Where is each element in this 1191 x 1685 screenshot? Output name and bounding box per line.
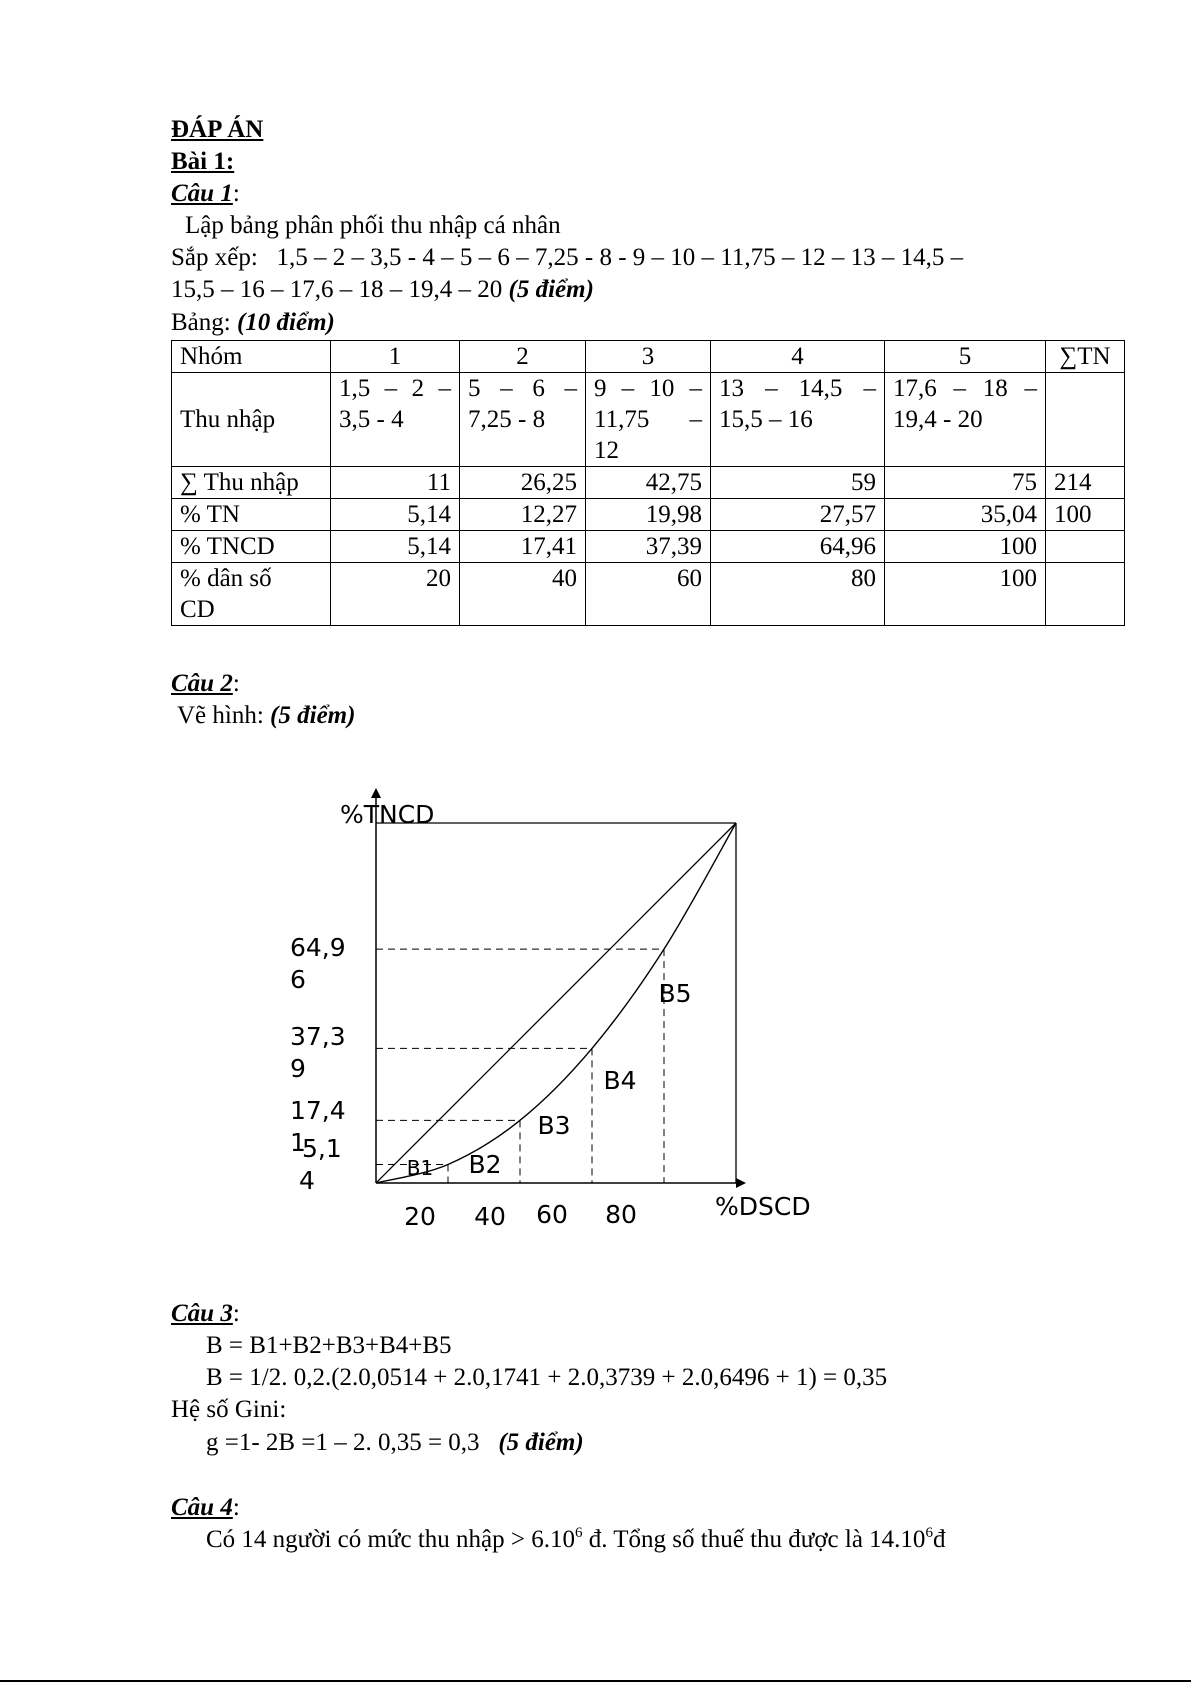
area-label-b4: B4 [603, 1066, 637, 1095]
income-line: 19,4 - 20 [893, 406, 983, 433]
income-line: 5 – 6 – [468, 375, 577, 402]
header-cell: 5 [885, 341, 1046, 373]
y-tick-label: 9 [290, 1054, 306, 1083]
cau4-colon: : [232, 1494, 240, 1521]
row-label [172, 563, 331, 626]
cau4-sup2: 6 [925, 1525, 933, 1541]
income-line: 1,5 – 2 – [339, 375, 451, 402]
table-row-income [172, 373, 1125, 467]
header-cell: 1 [331, 341, 460, 373]
row-label: ∑ Thu nhập [172, 467, 331, 499]
table-row-pct-cumulative [172, 531, 1125, 563]
area-label-b5: B5 [658, 979, 692, 1008]
value-cell: 75 [885, 467, 1046, 499]
row-label: % TNCD [172, 531, 331, 563]
sort-points: (5 điểm) [508, 276, 594, 303]
value-cell: 40 [460, 563, 586, 626]
value-cell: 100 [885, 563, 1046, 626]
header-cell: Nhóm [172, 341, 331, 373]
heading: ĐÁP ÁN [171, 116, 264, 143]
cau1-label: Câu 1 [171, 180, 233, 207]
gini-label: Hệ số Gini: [171, 1396, 287, 1423]
value-cell: 5,14 [331, 531, 460, 563]
row-label-line: CD [180, 596, 215, 623]
value-cell: 26,25 [460, 467, 586, 499]
x-axis-label: %DSCD [715, 1192, 811, 1221]
income-line: 7,25 - 8 [468, 406, 546, 433]
y-tick-label: 17,4 [290, 1096, 346, 1125]
income-cell-4 [711, 373, 885, 467]
table-row-pct-population [172, 563, 1125, 626]
x-tick-label: 80 [605, 1200, 637, 1228]
y-tick-label: 6 [290, 965, 306, 994]
total-cell: 100 [1046, 499, 1125, 531]
value-cell: 17,41 [460, 531, 586, 563]
value-cell: 19,98 [586, 499, 711, 531]
header-cell: 4 [711, 341, 885, 373]
x-tick-label: 40 [474, 1202, 506, 1228]
income-line: 15,5 – 16 [719, 406, 813, 433]
equation-3-text: g =1- 2B =1 – 2. 0,35 = 0,3 [206, 1429, 499, 1456]
cau2-label: Câu 2 [171, 670, 233, 697]
value-cell: 64,96 [711, 531, 885, 563]
cau4-label: Câu 4 [171, 1494, 233, 1521]
cau4-part2: đ. Tổng số thuế thu được là 14.10 [582, 1526, 926, 1553]
table-row-pct-income [172, 499, 1125, 531]
cau1-title [171, 179, 240, 209]
equation-1: B = B1+B2+B3+B4+B5 [206, 1332, 452, 1359]
x-tick-label: 20 [404, 1202, 436, 1228]
income-cell-5 [885, 373, 1046, 467]
equation-3 [206, 1428, 584, 1458]
area-label-b3: B3 [537, 1111, 571, 1140]
value-cell: 35,04 [885, 499, 1046, 531]
value-cell: 60 [586, 563, 711, 626]
y-tick-label: 37,3 [290, 1022, 346, 1051]
row-label: Thu nhập [172, 373, 331, 467]
draw-label: Vẽ hình: [177, 702, 271, 729]
y-tick-label: 64,9 [290, 933, 346, 962]
header-cell: 3 [586, 341, 711, 373]
sort-line-1: Sắp xếp: 1,5 – 2 – 3,5 - 4 – 5 – 6 – 7,25 - 8 - 9 – 10 – 11,75 – 12 – 13 – 14,5 – [171, 244, 964, 271]
cau3-label: Câu 3 [171, 1300, 233, 1327]
cau4-part1: Có 14 người có mức thu nhập > 6.10 [206, 1526, 575, 1553]
income-cell-3 [586, 373, 711, 467]
distribution-table [171, 340, 1125, 626]
total-cell: 214 [1046, 467, 1125, 499]
value-cell: 100 [885, 531, 1046, 563]
cau4-sup1: 6 [574, 1525, 583, 1541]
value-cell: 5,14 [331, 499, 460, 531]
row-label: % TN [172, 499, 331, 531]
area-label-b2: B2 [468, 1150, 502, 1179]
table-caption [171, 308, 335, 338]
value-cell: 80 [711, 563, 885, 626]
y-tick-label: 4 [299, 1166, 315, 1195]
income-cell-2 [460, 373, 586, 467]
value-cell: 12,27 [460, 499, 586, 531]
value-cell: 11 [331, 467, 460, 499]
table-row-sum-income [172, 467, 1125, 499]
income-line: 13 – 14,5 – [719, 375, 876, 402]
cau3-title [171, 1299, 240, 1329]
income-line: 11,75 – [594, 406, 702, 433]
value-cell: 59 [711, 467, 885, 499]
income-line: 17,6 – 18 – [893, 375, 1037, 402]
cau2-colon: : [232, 670, 240, 697]
cau4-title [171, 1493, 240, 1523]
value-cell: 42,75 [586, 467, 711, 499]
value-cell: 37,39 [586, 531, 711, 563]
draw-points: (5 điểm) [270, 702, 356, 729]
cau4-part3: đ [932, 1526, 946, 1553]
y-tick-label: 1 [290, 1128, 306, 1157]
income-line: 3,5 - 4 [339, 406, 404, 433]
y-tick-label: 5,1 [302, 1134, 342, 1163]
bai1-title: Bài 1: [171, 148, 235, 175]
area-label-b1: B1 [406, 1156, 434, 1180]
table-label: Bảng: [171, 309, 237, 336]
equation-3-points: (5 điểm) [498, 1429, 584, 1456]
row-label-line: % dân số [180, 565, 272, 592]
table-header-row [172, 341, 1125, 373]
cau2-title [171, 669, 240, 699]
income-cell-1 [331, 373, 460, 467]
cau4-text [206, 1525, 945, 1555]
lorenz-chart [290, 788, 850, 1228]
total-cell [1046, 563, 1125, 626]
value-cell: 20 [331, 563, 460, 626]
draw-caption [177, 701, 355, 731]
x-tick-label: 60 [536, 1200, 568, 1228]
total-cell [1046, 531, 1125, 563]
income-line: 12 [594, 437, 619, 464]
value-cell: 27,57 [711, 499, 885, 531]
sort-line-2-text: 15,5 – 16 – 17,6 – 18 – 19,4 – 20 [171, 276, 509, 303]
intro-text: Lập bảng phân phối thu nhập cá nhân [185, 212, 561, 239]
sort-line-2 [171, 275, 594, 305]
header-cell: ∑TN [1046, 341, 1125, 373]
equation-2: B = 1/2. 0,2.(2.0,0514 + 2.0,1741 + 2.0,3739 + 2.0,6496 + 1) = 0,35 [206, 1364, 888, 1391]
table-points: (10 điểm) [236, 309, 335, 336]
cau1-colon: : [232, 180, 240, 207]
footer-rule [0, 1680, 1191, 1682]
income-line: 9 – 10 – [594, 375, 702, 402]
y-axis-label: %TNCD [340, 800, 435, 829]
cau3-colon: : [232, 1300, 240, 1327]
header-cell: 2 [460, 341, 586, 373]
income-total-cell [1046, 373, 1125, 467]
